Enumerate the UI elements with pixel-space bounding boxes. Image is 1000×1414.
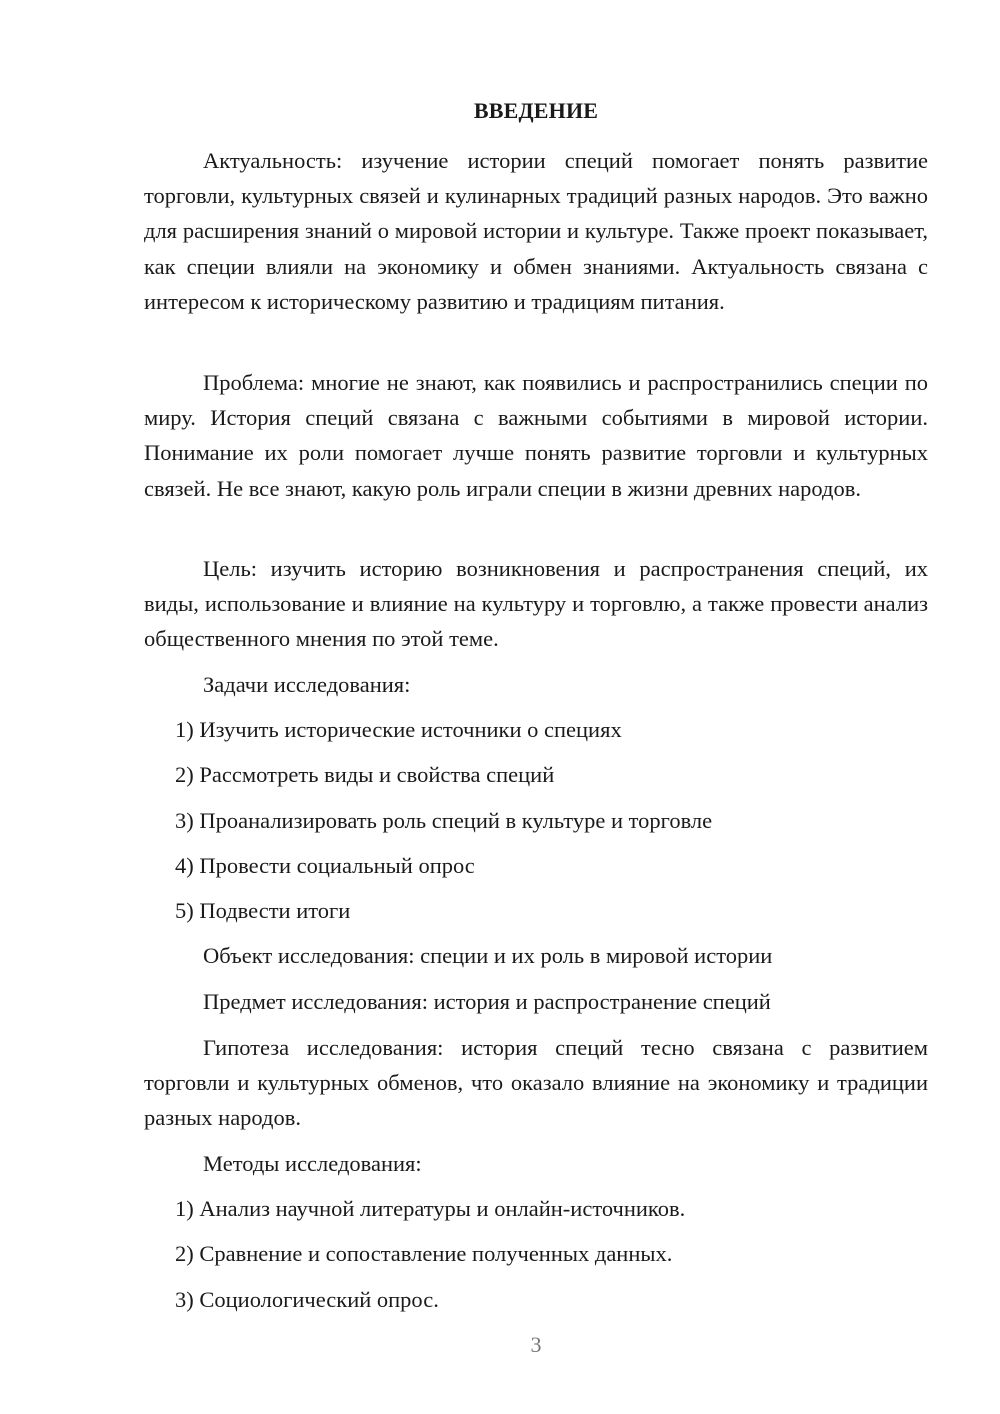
task-item-2: 2) Рассмотреть виды и свойства специй [175, 762, 555, 787]
page-number: 3 [530, 1332, 542, 1357]
methods-label: Методы исследования: [203, 1151, 422, 1176]
research-object: Объект исследования: специи и их роль в мировой истории [203, 943, 773, 968]
method-item-3: 3) Социологический опрос. [175, 1287, 439, 1312]
task-item-4: 4) Провести социальный опрос [175, 853, 475, 878]
research-subject: Предмет исследования: история и распространение специй [203, 989, 771, 1014]
paragraph-problem: Проблема: многие не знают, как появились и распространились специи по миру. История специй связана с важными событиями в мировой истории. Понимание их роли помогает лучше понять развитие торговли и культурных связей. Не все знают, какую роль играли специи в жизни древних народов. [144, 370, 928, 501]
task-item-5: 5) Подвести итоги [175, 898, 351, 923]
paragraph-relevance: Актуальность: изучение истории специй помогает понять развитие торговли, культурных связей и кулинарных традиций разных народов. Это важно для расширения знаний о мировой истории и культуре. Также проект показывает, как специи влияли на экономику и обмен знаниями. Актуальность связана с интересом к историческому развитию и традициям питания. [144, 148, 928, 314]
tasks-label: Задачи исследования: [203, 672, 411, 697]
method-item-1: 1) Анализ научной литературы и онлайн-источников. [175, 1196, 686, 1221]
method-item-2: 2) Сравнение и сопоставление полученных данных. [175, 1241, 673, 1266]
task-item-3: 3) Проанализировать роль специй в культуре и торговле [175, 808, 713, 833]
paragraph-hypothesis: Гипотеза исследования: история специй тесно связана с развитием торговли и культурных обменов, что оказало влияние на экономику и традиции разных народов. [144, 1035, 928, 1131]
page-title: ВВЕДЕНИЕ [473, 98, 599, 123]
task-item-1: 1) Изучить исторические источники о специях [175, 717, 622, 742]
paragraph-goal: Цель: изучить историю возникновения и распространения специй, их виды, использование и влияние на культуру и торговлю, а также провести анализ общественного мнения по этой теме. [144, 556, 928, 652]
